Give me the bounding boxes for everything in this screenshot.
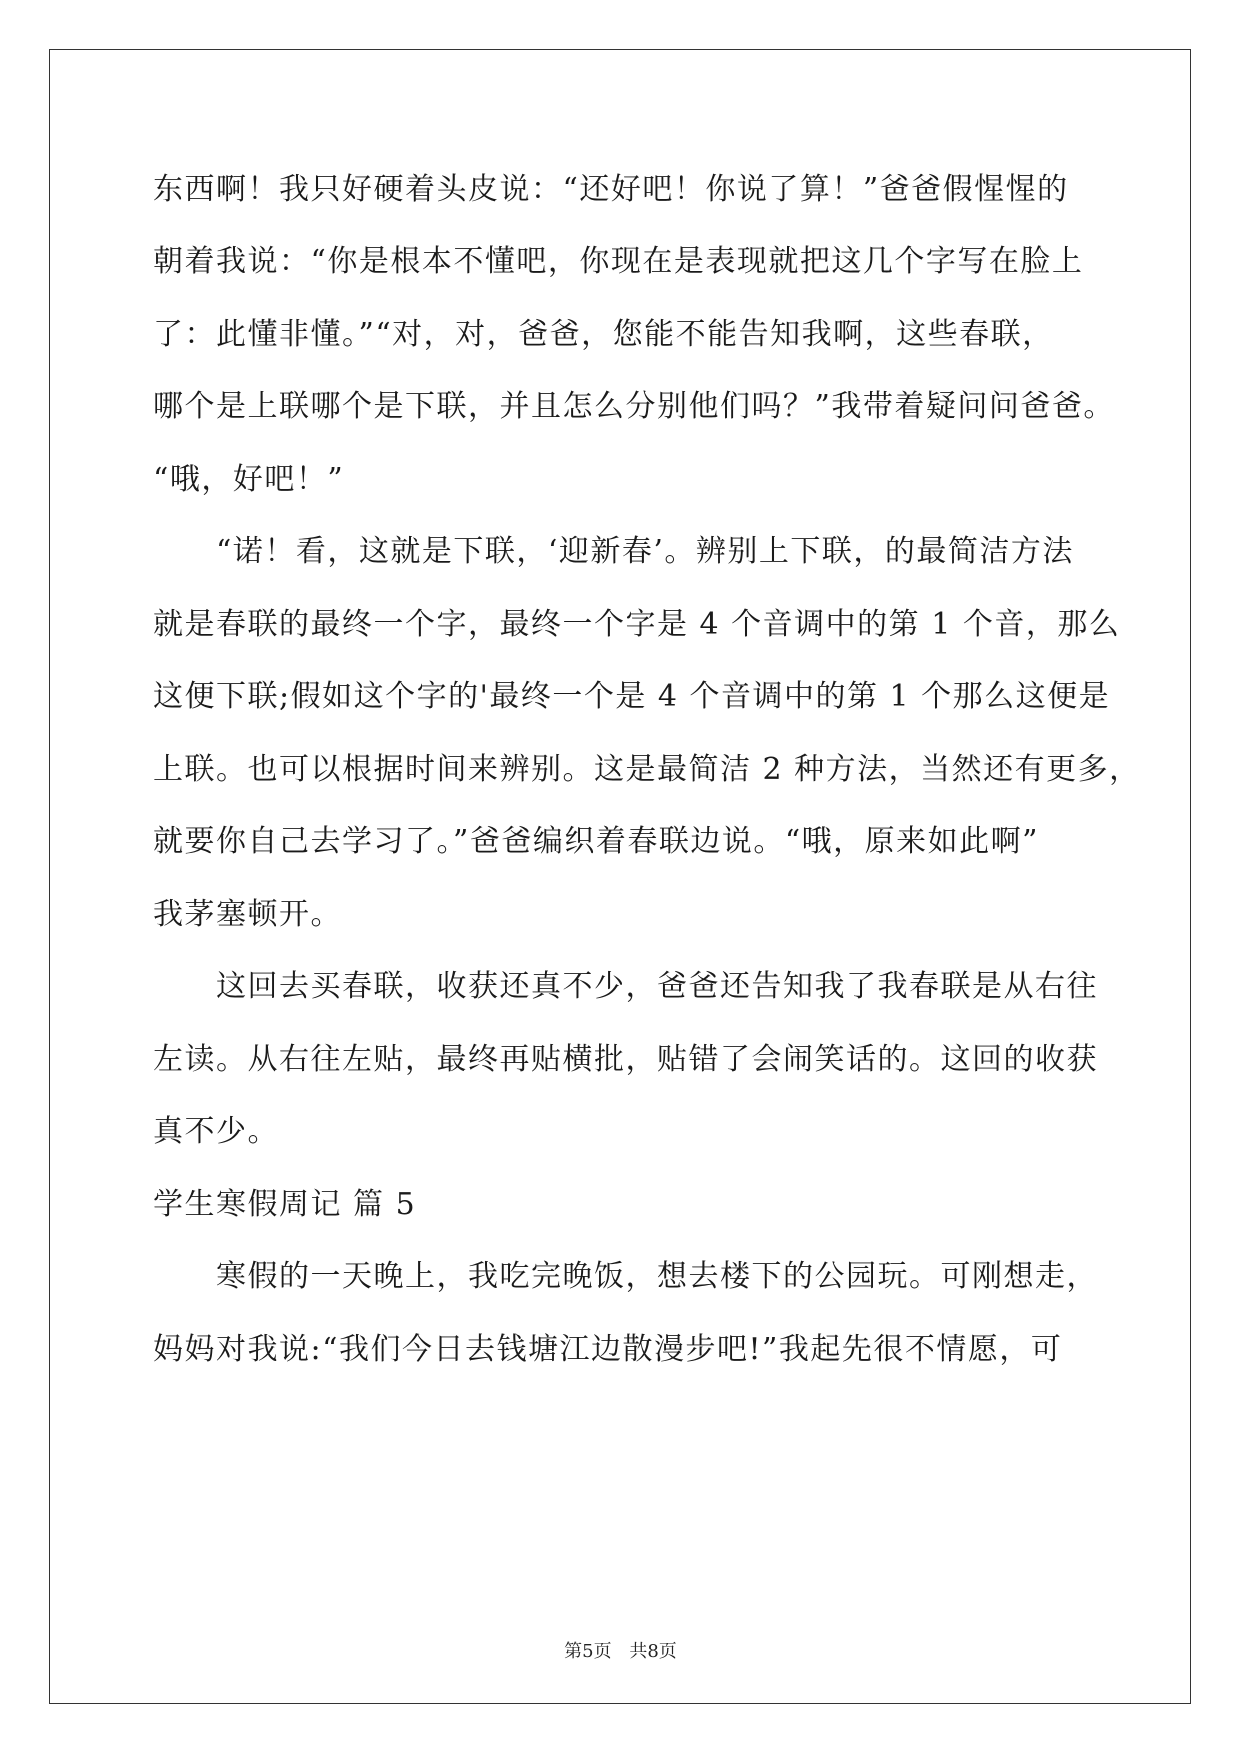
text-line: 朝着我说：“你是根本不懂吧，你现在是表现就把这几个字写在脸上	[153, 244, 1084, 279]
page-footer	[0, 1640, 1241, 1664]
text-line: 左读。从右往左贴，最终再贴横批，贴错了会闹笑话的。这回的收获	[153, 1042, 1098, 1077]
text-line: 就要你自己去学习了。”爸爸编织着春联边说。“哦，原来如此啊”	[153, 824, 1040, 859]
page-border	[49, 49, 1191, 1704]
text-line: 东西啊！我只好硬着头皮说：“还好吧！你说了算！”爸爸假惺惺的	[153, 172, 1069, 207]
text-line: 这便下联;假如这个字的'最终一个是 4 个音调中的第 1 个那么这便是	[153, 679, 1111, 714]
text-line: 上联。也可以根据时间来辨别。这是最简洁 2 种方法，当然还有更多，	[153, 752, 1141, 787]
page-total: 共8页	[629, 1641, 677, 1662]
text-line: “诺！看，这就是下联，‘迎新春’。辨别上下联，的最简洁方法	[153, 534, 1074, 569]
text-line: 寒假的一天晚上，我吃完晚饭，想去楼下的公园玩。可刚想走，	[153, 1259, 1098, 1294]
text-line: 妈妈对我说:“我们今日去钱塘江边散漫步吧!”我起先很不情愿，可	[153, 1332, 1063, 1367]
text-line: “哦，好吧！”	[153, 462, 345, 497]
text-line: 了：此懂非懂。”“对，对，爸爸，您能不能告知我啊，这些春联，	[153, 317, 1054, 352]
page-number: 第5页	[564, 1641, 612, 1662]
section-heading: 学生寒假周记 篇 5	[153, 1187, 417, 1222]
text-line: 真不少。	[153, 1114, 279, 1149]
text-line: 就是春联的最终一个字，最终一个字是 4 个音调中的第 1 个音，那么	[153, 607, 1121, 642]
text-line: 哪个是上联哪个是下联，并且怎么分别他们吗？”我带着疑问问爸爸。	[153, 389, 1115, 424]
text-line: 我茅塞顿开。	[153, 897, 342, 932]
text-line: 这回去买春联，收获还真不少，爸爸还告知我了我春联是从右往	[153, 969, 1098, 1004]
